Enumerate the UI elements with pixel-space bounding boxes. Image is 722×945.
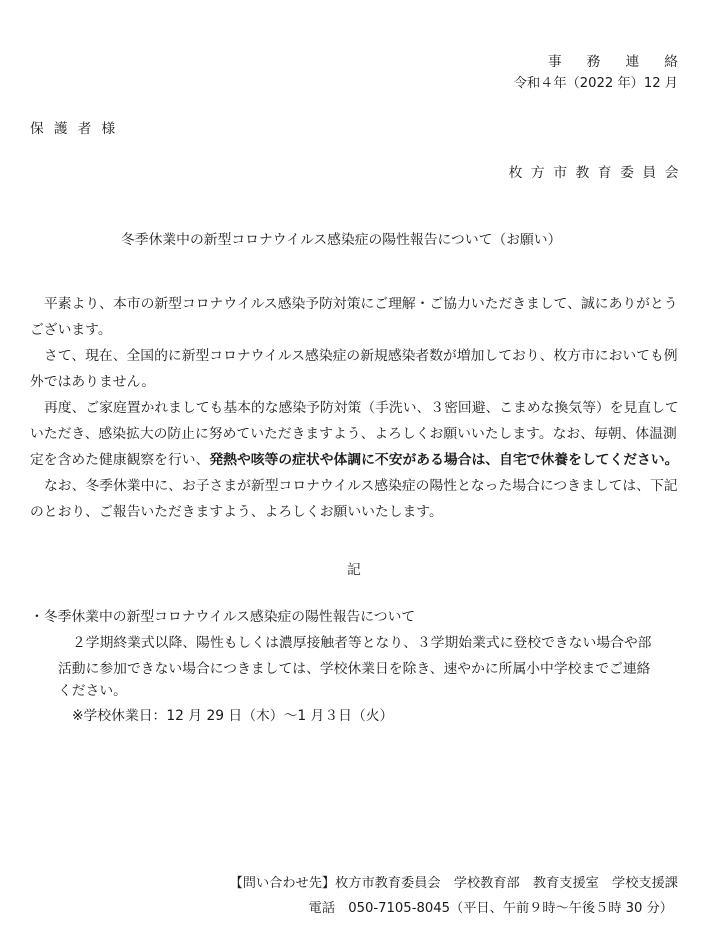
ki-mark: 記 — [347, 562, 361, 578]
notice-line-1: ２学期終業式以降、陽性もしくは濃厚接触者等となり、３学期始業式に登校できない場合や部 — [72, 635, 652, 651]
notice-line-2: 活動に参加できない場合につきましては、学校休業日を除き、速やかに所属小中学校までご連絡 — [58, 661, 651, 677]
request-bold-text: 発熱や咳等の症状や体調に不安がある場合は、自宅で休養をしてください。 — [209, 452, 679, 468]
paragraph-request — [30, 395, 682, 473]
paragraph-situation: さて、現在、全国的に新型コロナウイルス感染症の新規感染者数が増加しており、枚方市においても例外ではありません。 — [30, 348, 678, 390]
notice-line-3: ください。 — [58, 683, 127, 699]
document-title: 冬季休業中の新型コロナウイルス感染症の陽性報告について（お願い） — [121, 232, 562, 248]
sender: 枚方市教育委員会 — [508, 165, 687, 181]
date-text: 令和４年（2022 年）12 月 — [513, 76, 678, 91]
recipient: 保護者様 — [30, 121, 126, 137]
contact-line-1: 【問い合わせ先】枚方市教育委員会 学校教育部 教育支援室 学校支援課 — [229, 876, 678, 891]
paragraph-report: なお、冬季休業中に、お子さまが新型コロナウイルス感染症の陽性となった場合につきましては、下記のとおり、ご報告いただきますよう、よろしくお願いいたします。 — [30, 478, 678, 520]
body-text — [30, 291, 682, 525]
notice-heading: ・冬季休業中の新型コロナウイルス感染症の陽性報告について — [30, 609, 416, 625]
holiday-note: ※学校休業日：12 月 29 日（木）～1 月３日（火） — [72, 708, 394, 724]
doc-type-label: 事務連絡 — [547, 54, 703, 70]
paragraph-greeting: 平素より、本市の新型コロナウイルス感染予防対策にご理解・ご協力いただきまして、誠にありがとうございます。 — [30, 296, 678, 338]
contact-phone: 電話 050-7105-8045（平日、午前９時～午後５時 30 分） — [308, 901, 673, 916]
request-text: 再度、ご家庭置かれましても基本的な感染予防対策（手洗い、３密回避、こまめな換気等）を見直していただき、感染拡大の防止に努めていただきますよう、よろしくお願いいたします。なお、毎朝、体温測定を含めた健康観察を行い、 — [30, 400, 679, 468]
